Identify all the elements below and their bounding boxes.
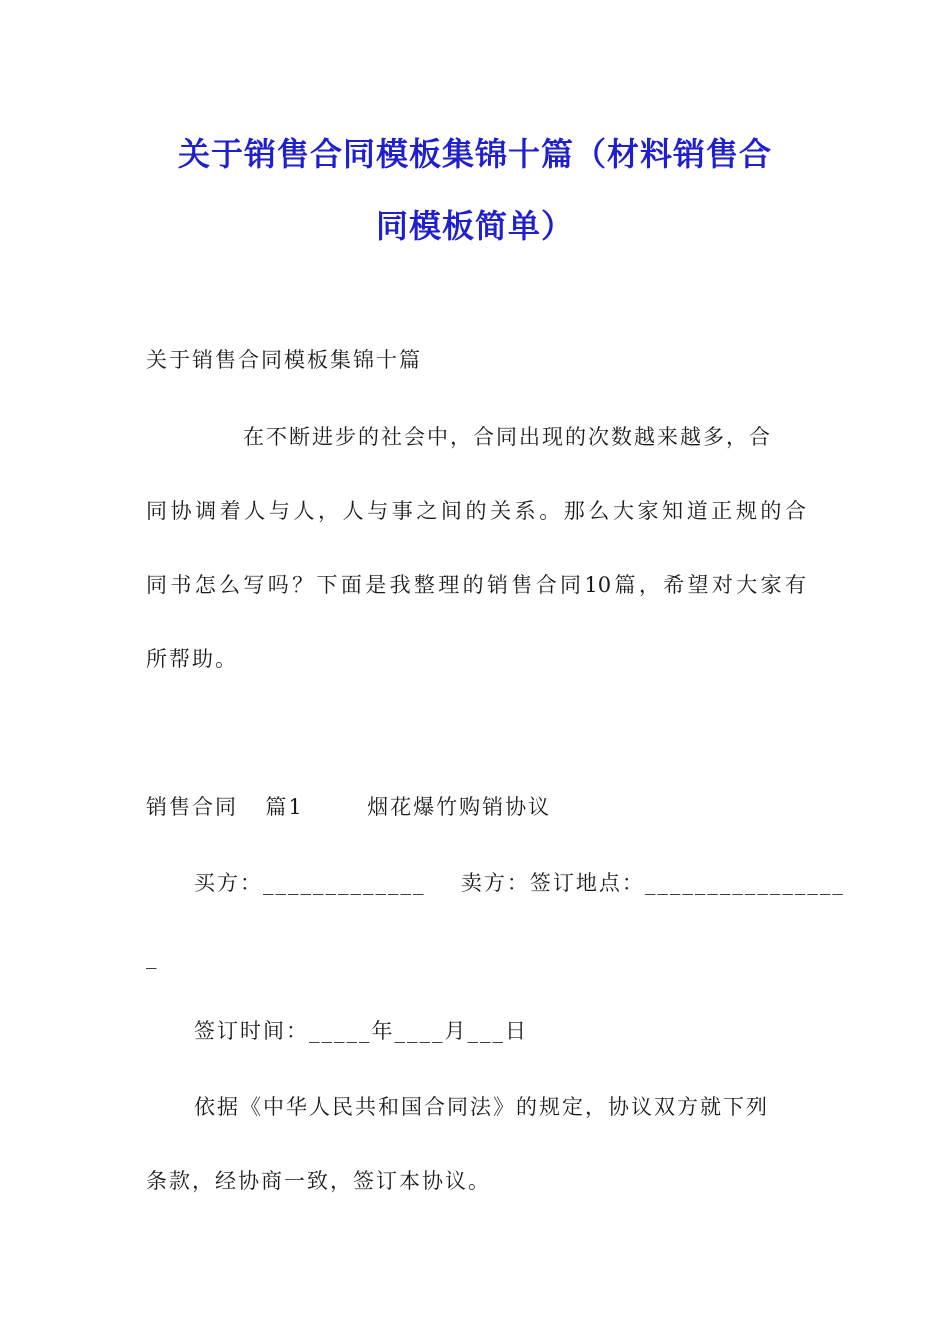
overflow-underscore: _ [146,945,159,969]
section-label: 销售合同 [146,795,238,819]
clause-line-1: 依据《中华人民共和国合同法》的规定，协议双方就下列 [194,1095,769,1119]
section-number: 篇1 [265,795,304,819]
document-title-line-1: 关于销售合同模板集锦十篇（材料销售合 [177,135,772,173]
section-name: 烟花爆竹购销协议 [367,795,552,819]
document-title-line-2: 同模板简单） [375,207,574,245]
section-heading [146,792,806,822]
subtitle: 关于销售合同模板集锦十篇 [146,348,422,372]
intro-line-3: 同书怎么写吗？下面是我整理的销售合同10篇，希望对大家有 [146,573,806,597]
clause-line-2: 条款，经协商一致，签订本协议。 [146,1169,491,1193]
seller-place-field: 卖方：签订地点：________________ [460,871,845,895]
parties-line [194,868,845,898]
intro-line-4: 所帮助。 [146,647,238,671]
sign-time-field: 签订时间：_____年____月___日 [194,1019,528,1043]
intro-line-2: 同协调着人与人，人与事之间的关系。那么大家知道正规的合 [146,499,806,523]
intro-line-1: 在不断进步的社会中，合同出现的次数越来越多，合 [243,425,772,449]
buyer-field: 买方：_____________ [194,871,426,895]
